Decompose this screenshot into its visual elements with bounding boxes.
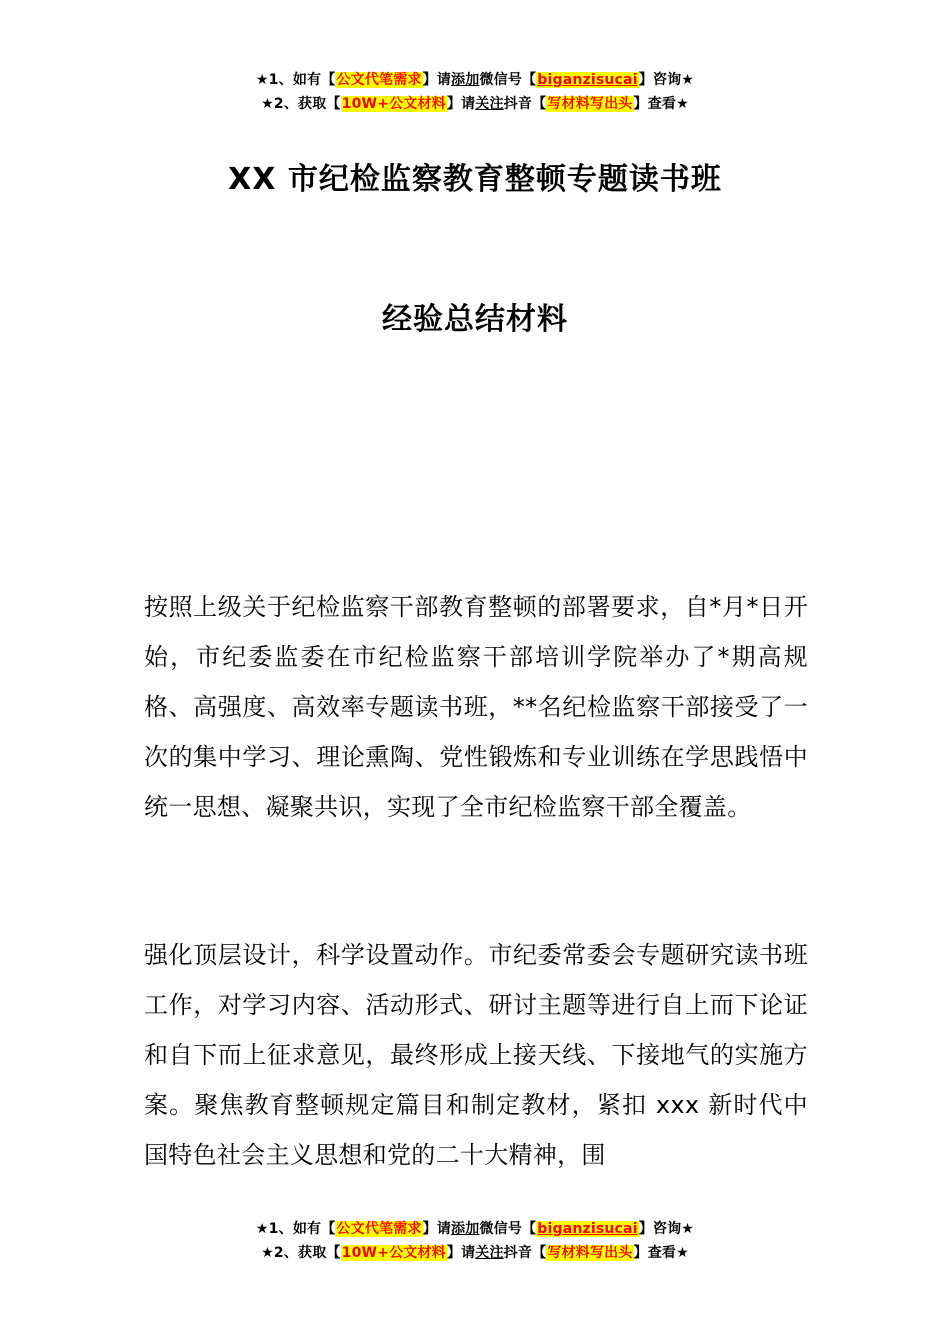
banner-text: ★2、获取【 (261, 96, 341, 112)
banner-text: ★1、如有【 (255, 1221, 336, 1237)
douyin-account-highlight[interactable]: 写材料写出头 (547, 1245, 633, 1261)
add-emphasis: 添加 (451, 1221, 480, 1237)
add-emphasis: 添加 (451, 72, 480, 88)
banner-text: 抖音【 (503, 1245, 547, 1261)
banner-text: ★2、获取【 (261, 1245, 341, 1261)
paragraph-text: 强化顶层设计，科学设置动作。市纪委常委会专题研究读书班工作，对学习内容、活动形式、研讨主题等进行自上而下论证和自下而上征求意见，最终形成上接天线、下接地气的实施方案。聚焦教育整顿规定篇目和制定教材，紧扣 xxx 新时代中国特色社会主义思想和党的二十大精神，围 (144, 941, 808, 1169)
banner-line-1 (0, 68, 950, 92)
banner-text: 微信号【 (479, 1221, 537, 1237)
materials-highlight: 10W+公文材料 (341, 96, 446, 112)
service-highlight: 公文代笔需求 (336, 72, 422, 88)
banner-text: 】请 (446, 1245, 476, 1261)
body-paragraph-2 (144, 930, 808, 1180)
banner-text: 】咨询★ (638, 1221, 695, 1237)
document-subtitle: 经验总结材料 (382, 302, 568, 337)
banner-text: 】咨询★ (638, 72, 695, 88)
paragraph-text: 按照上级关于纪检监察干部教育整顿的部署要求，自*月*日开始，市纪委监委在市纪检监察干部培训学院举办了*期高规格、高强度、高效率专题读书班，**名纪检监察干部接受了一次的集中学习、理论熏陶、党性锻炼和专业训练在学思践悟中统一思想、凝聚共识，实现了全市纪检监察干部全覆盖。 (144, 593, 808, 821)
banner-line-2 (0, 1241, 950, 1265)
banner-text: 】查看★ (633, 96, 689, 112)
banner-text: 】查看★ (633, 1245, 689, 1261)
banner-text: 微信号【 (479, 72, 537, 88)
header-banner (0, 68, 950, 116)
banner-line-2 (0, 92, 950, 116)
banner-text: ★1、如有【 (255, 72, 336, 88)
follow-emphasis: 关注 (475, 96, 504, 112)
banner-text: 】请 (422, 1221, 452, 1237)
banner-line-1 (0, 1217, 950, 1241)
document-title: XX 市纪检监察教育整顿专题读书班 (228, 162, 722, 197)
banner-text: 】请 (422, 72, 452, 88)
body-paragraph-1 (144, 582, 808, 832)
materials-highlight: 10W+公文材料 (341, 1245, 446, 1261)
douyin-account-highlight[interactable]: 写材料写出头 (547, 96, 633, 112)
service-highlight: 公文代笔需求 (336, 1221, 422, 1237)
banner-text: 抖音【 (503, 96, 547, 112)
footer-banner (0, 1217, 950, 1265)
follow-emphasis: 关注 (475, 1245, 504, 1261)
wechat-id-link[interactable]: biganzisucai (537, 1221, 638, 1237)
banner-text: 】请 (446, 96, 476, 112)
wechat-id-link[interactable]: biganzisucai (537, 72, 638, 88)
